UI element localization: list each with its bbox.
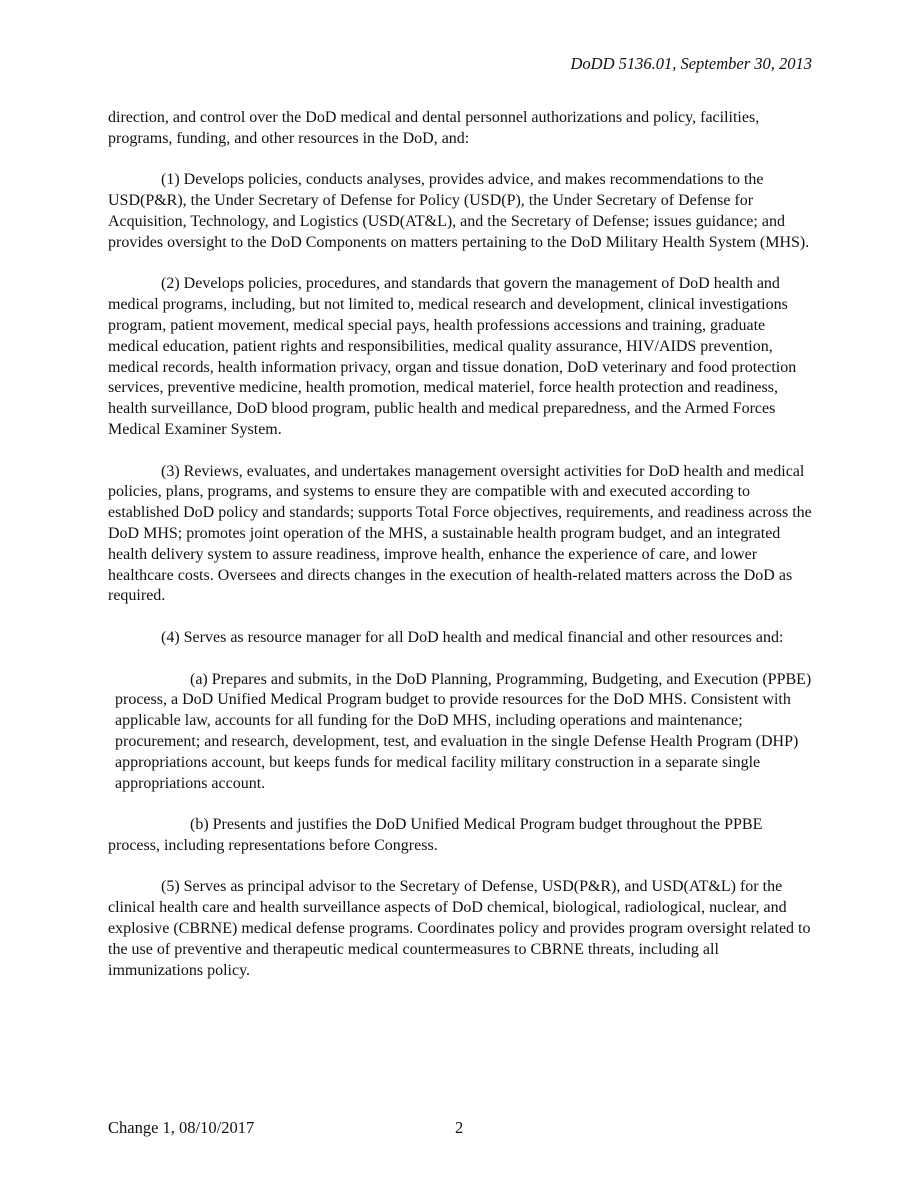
page-number: 2 [455, 1118, 464, 1137]
paragraph-1: (1) Develops policies, conducts analyses, provides advice, and makes recommendations to the USD(P&R), the Under Secretary of Defense for Policy (USD(P), the Under Secretary of Defense for Acquisition, Technology, and Logistics (USD(AT&L), and the Secretary of Defense; issues guidance; and provides oversight to the DoD Components on matters pertaining to the DoD Military Health System (MHS). [108, 171, 810, 251]
paragraph-4: (4) Serves as resource manager for all DoD health and medical financial and other resources and: [161, 628, 784, 646]
paragraph-3: (3) Reviews, evaluates, and undertakes management oversight activities for DoD health and medical policies, plans, programs, and systems to ensure they are compatible with and executed according to established DoD policy and standards; supports Total Force objectives, requirements, and readiness across the DoD MHS; promotes joint operation of the MHS, a sustainable health program budget, and an integrated health delivery system to assure readiness, improve health, enhance the experience of care, and lower healthcare costs. Oversees and directs changes in the execution of health-related matters across the DoD as required. [108, 462, 812, 605]
paragraph-2: (2) Develops policies, procedures, and standards that govern the management of DoD health and medical programs, including, but not limited to, medical research and development, clinical investigations program, patient movement, medical special pays, health professions accessions and training, graduate medical education, patient rights and responsibilities, medical quality assurance, HIV/AIDS prevention, medical records, health information privacy, organ and tissue donation, DoD veterinary and food protection services, preventive medicine, health promotion, medical materiel, force health protection and readiness, health surveillance, DoD blood program, public health and medical preparedness, and the Armed Forces Medical Examiner System. [108, 275, 797, 438]
paragraph-4a: (a) Prepares and submits, in the DoD Planning, Programming, Budgeting, and Execution (PPBE) process, a DoD Unified Medical Program budget to provide resources for the DoD MHS. Consistent with applicable law, accounts for all funding for the DoD MHS, including operations and maintenance; procurement; and research, development, test, and evaluation in the single Defense Health Program (DHP) appropriations account, but keeps funds for medical facility military construction in a separate single appropriations account. [115, 670, 812, 792]
document-body [108, 108, 813, 1002]
footer-change: Change 1, 08/10/2017 [108, 1118, 255, 1137]
paragraph-4b: (b) Presents and justifies the DoD Unified Medical Program budget throughout the PPBE process, including representations before Congress. [108, 816, 763, 854]
document-header: DoDD 5136.01, September 30, 2013 [570, 54, 812, 73]
paragraph-5: (5) Serves as principal advisor to the Secretary of Defense, USD(P&R), and USD(AT&L) for the clinical health care and health surveillance aspects of DoD chemical, biological, radiological, nuclear, and explosive (CBRNE) medical defense programs. Coordinates policy and provides program oversight related to the use of preventive and therapeutic medical countermeasures to CBRNE threats, including all immunizations policy. [108, 878, 811, 979]
paragraph-intro: direction, and control over the DoD medical and dental personnel authorizations and policy, facilities, programs, funding, and other resources in the DoD, and: [108, 109, 760, 147]
